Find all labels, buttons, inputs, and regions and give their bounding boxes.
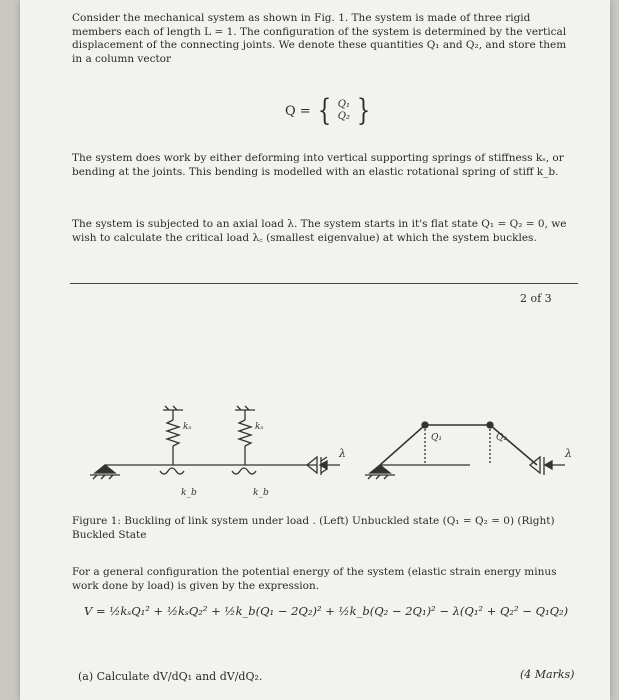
right-brace: } [356,93,371,128]
kb-label-1: k_b [181,488,197,498]
page-divider [70,283,578,284]
page-number: 2 of 3 [520,292,552,305]
lambda-label-left: λ [339,447,346,460]
q1-label: Q₁ [431,433,442,443]
vector-lhs: Q = [285,103,311,119]
right-roller-support [530,457,544,475]
figure-caption: Figure 1: Buckling of link system under load . (Left) Unbuckled state (Q₁ = Q₂ = 0) (Right) Buckled State [72,515,555,541]
energy-intro-paragraph: For a general configuration the potential energy of the system (elastic strain energy minus work done by load) is given by the expression. [72,566,557,592]
right-pin-support [365,465,395,479]
potential-energy-equation: V = ½kₛQ₁² + ½kₛQ₂² + ½k_b(Q₁ − 2Q₂)² + ½k_b(Q₂ − 2Q₁)² − λ(Q₁² + Q₂² − Q₁Q₂) [84,604,569,618]
intro-paragraph: Consider the mechanical system as shown in Fig. 1. The system is made of three rigid members each of length L = 1. The configuration of the system is determined by the vertical displacement of the connecting joints. We denote these quantities Q₁ and Q₂, and store them in a column vector [72,12,567,65]
vector-q1: Q₁ [337,99,350,110]
ks-label-2: kₛ [255,422,264,432]
figure-1 [65,395,595,505]
vertical-spring-1 [163,406,183,465]
rotational-spring-2 [232,468,256,474]
marks-label: (4 Marks) [520,668,575,681]
left-pin-support [90,465,120,479]
vector-q2: Q₂ [337,111,350,122]
right-load-arrow [545,461,565,469]
lambda-label-right: λ [565,447,572,460]
vertical-spring-2 [235,406,255,465]
axial-load-paragraph: The system is subjected to an axial load λ. The system starts in it's flat state Q₁ = Q₂ = 0, we wish to calculate the critical load λ꜀ (smallest eigenvalue) at which the system buckles. [72,218,567,244]
ks-label-1: kₛ [183,422,192,432]
vector-entries [338,99,350,123]
vector-definition [285,93,373,128]
document-page [20,0,610,700]
kb-label-2: k_b [253,488,269,498]
left-brace: { [317,93,331,128]
buckled-links [380,425,537,465]
rotational-spring-1 [160,468,184,474]
left-load-arrow [320,461,340,469]
question-a: (a) Calculate dV/dQ₁ and dV/dQ₂. [78,670,263,683]
work-paragraph: The system does work by either deforming into vertical supporting springs of stiffness kₛ, or bending at the joints. This bending is modelled with an elastic rotational spring of stiff k_b. [72,152,564,178]
q2-label: Q₂ [496,433,507,443]
